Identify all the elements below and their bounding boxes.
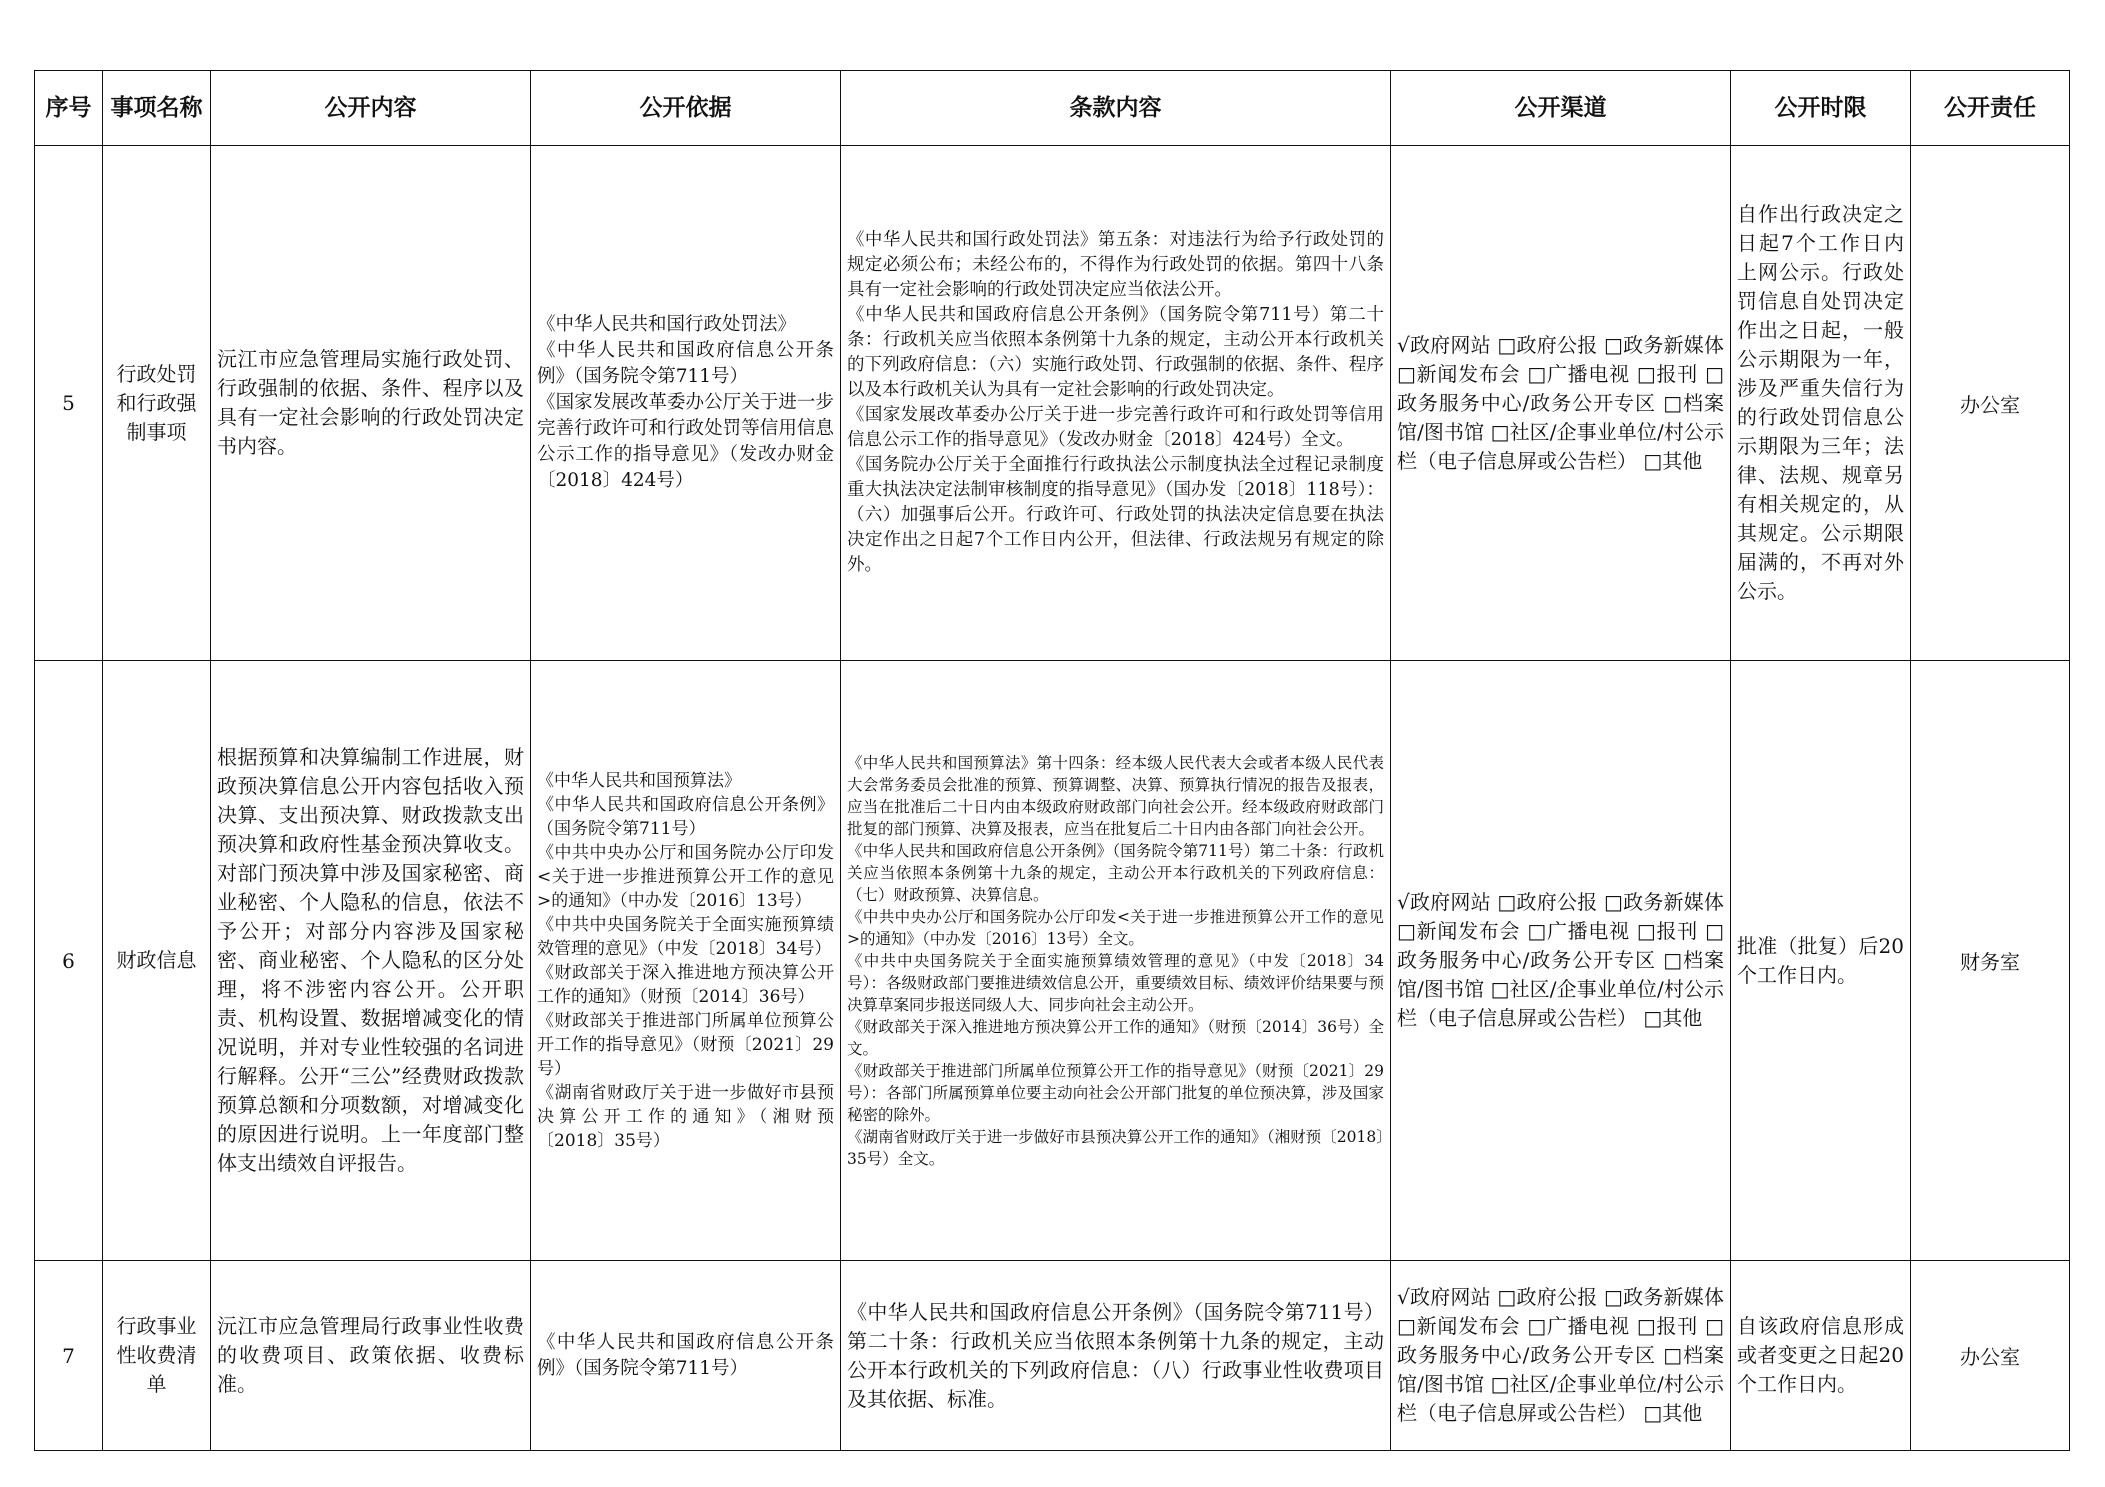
row-limit: 自该政府信息形成或者变更之日起20个工作日内。 (1731, 1261, 1911, 1451)
clause-item: 《湖南省财政厅关于进一步做好市县预决算公开工作的通知》（湘财预〔2018〕35号）全文。 (847, 1127, 1384, 1168)
basis-item: 《中华人民共和国政府信息公开条例》（国务院令第711号） (537, 340, 834, 387)
row-seq: 6 (35, 661, 103, 1261)
row-seq: 7 (35, 1261, 103, 1451)
header-limit: 公开时限 (1731, 71, 1911, 146)
row-seq: 5 (35, 146, 103, 661)
header-seq: 序号 (35, 71, 103, 146)
row-limit: 批准（批复）后20个工作日内。 (1731, 661, 1911, 1261)
header-content: 公开内容 (211, 71, 531, 146)
basis-item: 《中华人民共和国行政处罚法》 (537, 314, 797, 335)
header-resp: 公开责任 (1911, 71, 2070, 146)
row-content: 沅江市应急管理局实施行政处罚、行政强制的依据、条件、程序以及具有一定社会影响的行政处罚决定书内容。 (211, 146, 531, 661)
row-channel: √政府网站 □政府公报 □政务新媒体 □新闻发布会 □广播电视 □报刊 □政务服务中心/政务公开专区 □档案馆/图书馆 □社区/企事业单位/村公示栏（电子信息屏或公告栏） □其他 (1391, 1261, 1731, 1451)
row-name: 财政信息 (103, 661, 211, 1261)
clause-item: 《中华人民共和国行政处罚法》第五条：对违法行为给予行政处罚的规定必须公布；未经公布的，不得作为行政处罚的依据。第四十八条 具有一定社会影响的行政处罚决定应当依法公开。 (847, 230, 1402, 300)
basis-item: 《财政部关于推进部门所属单位预算公开工作的指导意见》（财预〔2021〕29号） (537, 1010, 834, 1079)
basis-item: 《中华人民共和国预算法》 (537, 770, 741, 791)
header-channel: 公开渠道 (1391, 71, 1731, 146)
clause-item: 《国家发展改革委办公厅关于进一步完善行政许可和行政处罚等信用信息公示工作的指导意见》（发改办财金〔2018〕424号）全文。 (847, 405, 1384, 450)
basis-item: 《中华人民共和国政府信息公开条例》（国务院令第711号） (537, 1331, 834, 1379)
basis-item: 《中共中央国务院关于全面实施预算绩效管理的意见》（中发〔2018〕34号） (537, 914, 834, 959)
row-basis (531, 146, 841, 661)
row-limit: 自作出行政决定之日起7个工作日内上网公示。行政处罚信息自处罚决定作出之日起，一般公示期限为一年，涉及严重失信行为的行政处罚信息公示期限为三年；法律、法规、规章另有相关规定的，从其规定。公示期限届满的，不再对外公示。 (1731, 146, 1911, 661)
clause-item: 《国务院办公厅关于全面推行行政执法公示制度执法全过程记录制度重大执法决定法制审核制度的指导意见》（国办发〔2018〕118号）：（六）加强事后公开。行政许可、行政处罚的执法决定信息要在执法决定作出之日起7个工作日内公开，但法律、行政法规另有规定的除外。 (847, 455, 1384, 575)
header-name: 事项名称 (103, 71, 211, 146)
row-clause (841, 1261, 1391, 1451)
clause-item: 《中华人民共和国政府信息公开条例》（国务院令第711号）第二十条：行政机关应当依照本条例第十九条的规定，主动公开本行政机关的下列政府信息：（八）行政事业性收费项目及其依据、标准。 (847, 1299, 1384, 1411)
clause-item: 《中共中央国务院关于全面实施预算绩效管理的意见》（中发〔2018〕34号）：各级财政部门要推进绩效信息公开，重要绩效目标、绩效评价结果要与预决算草案同步报送同级人大、同步向社会主动公开。 (847, 951, 1384, 1014)
row-clause (841, 661, 1391, 1261)
row-resp: 办公室 (1911, 146, 2070, 661)
row-channel: √政府网站 □政府公报 □政务新媒体 □新闻发布会 □广播电视 □报刊 □政务服务中心/政务公开专区 □档案馆/图书馆 □社区/企事业单位/村公示栏（电子信息屏或公告栏） □其他 (1391, 146, 1731, 661)
row-resp: 办公室 (1911, 1261, 2070, 1451)
disclosure-catalog-table (34, 70, 2070, 1451)
clause-item: 《中共中央办公厅和国务院办公厅印发<关于进一步推进预算公开工作的意见>的通知》（中办发〔2016〕13号）全文。 (847, 907, 1384, 948)
header-clause: 条款内容 (841, 71, 1391, 146)
row-basis (531, 1261, 841, 1451)
table-row (35, 661, 2070, 1261)
row-basis (531, 661, 841, 1261)
basis-item: 《中共中央办公厅和国务院办公厅印发<关于进一步推进预算公开工作的意见>的通知》（中办发〔2016〕13号） (537, 842, 834, 911)
row-content: 根据预算和决算编制工作进展，财政预决算信息公开内容包括收入预决算、支出预决算、财政拨款支出预决算和政府性基金预决算收支。对部门预决算中涉及国家秘密、商业秘密、个人隐私的信息，依法不予公开；对部分内容涉及国家秘密、商业秘密、个人隐私的区分处理，将不涉密内容公开。公开职责、机构设置、数据增减变化的情况说明，并对专业性较强的名词进行解释。公开“三公”经费财政拨款预算总额和分项数额，对增减变化的原因进行说明。上一年度部门整体支出绩效自评报告。 (211, 661, 531, 1261)
row-clause (841, 146, 1402, 661)
clause-item: 《财政部关于推进部门所属单位预算公开工作的指导意见》（财预〔2021〕29号）：各部门所属预算单位要主动向社会公开部门批复的单位预决算，涉及国家秘密的除外。 (847, 1061, 1384, 1124)
clause-item: 《中华人民共和国政府信息公开条例》（国务院令第711号）第二十条：行政机关应当依照本条例第十九条的规定，主动公开本行政机关的下列政府信息：（七）财政预算、决算信息。 (847, 841, 1384, 904)
row-name: 行政事业性收费清单 (103, 1261, 211, 1451)
row-resp: 财务室 (1911, 661, 2070, 1261)
basis-item: 《湖南省财政厅关于进一步做好市县预决算公开工作的通知》（湘财预〔2018〕35号） (537, 1082, 834, 1151)
table-row (35, 146, 2070, 661)
header-basis: 公开依据 (531, 71, 841, 146)
header-row (35, 71, 2070, 146)
basis-item: 《中华人民共和国政府信息公开条例》（国务院令第711号） (537, 794, 834, 839)
basis-item: 《财政部关于深入推进地方预决算公开工作的通知》（财预〔2014〕36号） (537, 962, 834, 1007)
basis-item: 《国家发展改革委办公厅关于进一步完善行政许可和行政处罚等信用信息公示工作的指导意见》（发改办财金〔2018〕424号） (537, 392, 834, 491)
table-row (35, 1261, 2070, 1451)
clause-item: 《中华人民共和国政府信息公开条例》（国务院令第711号）第二十条：行政机关应当依照本条例第十九条的规定，主动公开本行政机关的下列政府信息：（六）实施行政处罚、行政强制的依据、条件、程序以及本行政机关认为具有一定社会影响的行政处罚决定。 (847, 305, 1384, 400)
clause-item: 《中华人民共和国预算法》第十四条：经本级人民代表大会或者本级人民代表大会常务委员会批准的预算、预算调整、决算、预算执行情况的报告及报表，应当在批准后二十日内由本级政府财政部门向社会公开。经本级政府财政部门批复的部门预算、决算及报表，应当在批复后二十日内由各部门向社会公开。 (847, 753, 1384, 838)
clause-item: 《财政部关于深入推进地方预决算公开工作的通知》（财预〔2014〕36号）全文。 (847, 1017, 1384, 1058)
row-channel: √政府网站 □政府公报 □政务新媒体 □新闻发布会 □广播电视 □报刊 □政务服务中心/政务公开专区 □档案馆/图书馆 □社区/企事业单位/村公示栏（电子信息屏或公告栏） □其他 (1391, 661, 1731, 1261)
row-name: 行政处罚和行政强制事项 (103, 146, 211, 661)
row-content: 沅江市应急管理局行政事业性收费的收费项目、政策依据、收费标准。 (211, 1261, 531, 1451)
